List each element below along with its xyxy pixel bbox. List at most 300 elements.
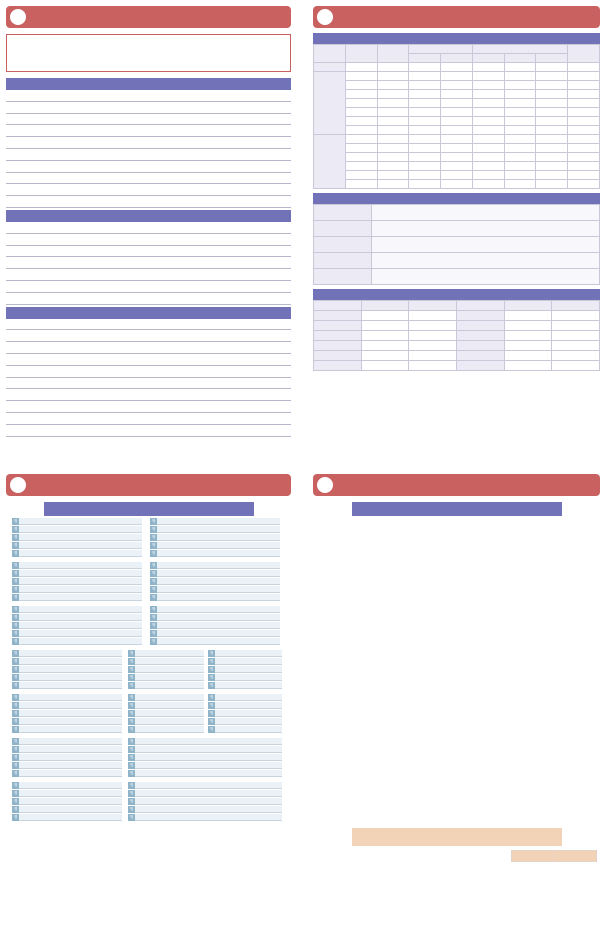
- small-group-cell: [472, 90, 504, 99]
- small-group-row: [314, 72, 600, 81]
- small-group-cell: [568, 162, 600, 171]
- small-groups-header: [313, 33, 600, 44]
- poem-tag-icon: 행: [151, 562, 156, 567]
- small-group-cell: [441, 144, 473, 153]
- poem-tag-icon: 행: [13, 570, 18, 575]
- servant-cell: [456, 321, 504, 331]
- small-group-cell: [409, 162, 441, 171]
- poem-line: [12, 658, 122, 665]
- poem-tag-icon: 행: [129, 770, 134, 775]
- poem-line: [12, 526, 142, 533]
- announcements-panel: [313, 6, 600, 466]
- poem-tag-icon: 행: [13, 738, 18, 743]
- offering-row: [314, 253, 600, 269]
- poem-line: [150, 542, 280, 549]
- small-group-cell: [377, 108, 409, 117]
- small-group-cell: [441, 81, 473, 90]
- poem-tag-icon: 행: [129, 726, 134, 731]
- order-row: [6, 269, 291, 281]
- poem-line: [128, 782, 282, 789]
- small-group-cell: [504, 126, 536, 135]
- poem-line: [12, 666, 122, 673]
- small-group-cell: [377, 180, 409, 189]
- offering-row: [314, 237, 600, 253]
- order-row: [6, 330, 291, 342]
- offerings-header: [313, 193, 600, 204]
- sunday-service-panel: [6, 6, 291, 466]
- small-group-cell: [504, 72, 536, 81]
- poem-tag-icon: 행: [129, 738, 134, 743]
- small-group-cell: [568, 99, 600, 108]
- poem-tag-icon: 행: [209, 658, 214, 663]
- small-group-cell: [409, 90, 441, 99]
- small-group-cell: [472, 135, 504, 144]
- small-group-cell: [536, 63, 568, 72]
- servant-cell: [456, 361, 504, 371]
- servant-cell: [552, 361, 600, 371]
- order-row: [6, 366, 291, 378]
- poem-tag-icon: 행: [13, 754, 18, 759]
- poem-line: [128, 694, 204, 701]
- servant-cell: [314, 351, 362, 361]
- servant-cell: [504, 311, 552, 321]
- small-group-cell: [504, 144, 536, 153]
- small-group-section: [314, 72, 346, 135]
- poem-line: [208, 694, 282, 701]
- small-group-cell: [472, 117, 504, 126]
- servant-row: [314, 331, 600, 341]
- worship-header: [6, 210, 291, 222]
- poem-line: [128, 738, 282, 745]
- poem-tag-icon: 행: [13, 770, 18, 775]
- servant-cell: [361, 321, 409, 331]
- small-group-cell: [536, 162, 568, 171]
- poem-tag-icon: 행: [129, 710, 134, 715]
- servant-col: [409, 301, 457, 311]
- poem-line: [150, 638, 280, 645]
- small-groups-col: [536, 54, 568, 63]
- evangelism-col-date: [512, 851, 555, 862]
- poem-tag-icon: 행: [151, 578, 156, 583]
- small-group-cell: [441, 99, 473, 108]
- poem-tag-icon: 행: [151, 586, 156, 591]
- poem-tag-icon: 행: [209, 666, 214, 671]
- message-box: [6, 34, 291, 72]
- poem-line: [128, 650, 204, 657]
- small-group-cell: [472, 144, 504, 153]
- offering-row: [314, 269, 600, 285]
- servant-col: [361, 301, 409, 311]
- servant-cell: [409, 311, 457, 321]
- order-row: [6, 149, 291, 161]
- poem-line: [128, 762, 282, 769]
- poem-tag-icon: 행: [13, 746, 18, 751]
- announcements-banner: [313, 6, 600, 28]
- small-group-cell: [377, 90, 409, 99]
- offerings-table: [313, 204, 600, 285]
- poem-tag-icon: 행: [151, 630, 156, 635]
- poem-line: [150, 622, 280, 629]
- poem-line: [128, 790, 282, 797]
- small-group-cell: [441, 171, 473, 180]
- order-row: [6, 354, 291, 366]
- small-group-cell: [504, 81, 536, 90]
- poem-tag-icon: 행: [209, 682, 214, 687]
- eden-right-subtitle: [352, 502, 562, 516]
- poem-tag-icon: 행: [151, 550, 156, 555]
- small-group-cell: [377, 99, 409, 108]
- small-group-row: [314, 162, 600, 171]
- servant-cell: [409, 321, 457, 331]
- poem-tag-icon: 행: [129, 814, 134, 819]
- poem-line: [12, 614, 142, 621]
- servant-cell: [456, 341, 504, 351]
- small-group-cell: [472, 81, 504, 90]
- order-row: [6, 342, 291, 354]
- poem-tag-icon: 행: [13, 594, 18, 599]
- poem-tag-icon: 행: [13, 578, 18, 583]
- servant-cell: [552, 351, 600, 361]
- poem-tag-icon: 행: [13, 586, 18, 591]
- small-group-cell: [472, 126, 504, 135]
- small-group-cell: [409, 144, 441, 153]
- servant-cell: [409, 351, 457, 361]
- small-group-cell: [377, 162, 409, 171]
- small-group-cell: [377, 171, 409, 180]
- evangelism-title: [352, 828, 562, 846]
- poem-line: [208, 674, 282, 681]
- service-banner: [6, 6, 291, 28]
- poem-tag-icon: 행: [13, 718, 18, 723]
- order-row: [6, 222, 291, 234]
- small-group-cell: [504, 99, 536, 108]
- servant-cell: [361, 311, 409, 321]
- poem-line: [12, 814, 122, 821]
- poem-tag-icon: 행: [151, 570, 156, 575]
- poem-tag-icon: 행: [129, 702, 134, 707]
- worship-header: [6, 307, 291, 319]
- poem-tag-icon: 행: [209, 650, 214, 655]
- poem-tag-icon: 행: [13, 710, 18, 715]
- small-group-cell: [409, 171, 441, 180]
- eden-right-panel: [313, 474, 600, 927]
- order-row: [6, 161, 291, 173]
- poem-line: [150, 526, 280, 533]
- poem-line: [12, 622, 142, 629]
- small-group-row: [314, 171, 600, 180]
- servant-col: [314, 301, 362, 311]
- offering-label: [314, 237, 372, 253]
- small-group-cell: [504, 162, 536, 171]
- small-group-cell: [441, 63, 473, 72]
- poem-line: [128, 666, 204, 673]
- poem-line: [12, 586, 142, 593]
- poem-line: [12, 630, 142, 637]
- small-group-row: [314, 63, 600, 72]
- offering-value: [372, 253, 600, 269]
- poem-tag-icon: 행: [13, 550, 18, 555]
- small-group-cell: [536, 117, 568, 126]
- small-group-cell: [568, 72, 600, 81]
- poem-tag-icon: 행: [13, 622, 18, 627]
- servant-cell: [409, 331, 457, 341]
- poem-line: [128, 814, 282, 821]
- poem-tag-icon: 행: [13, 542, 18, 547]
- worship-list: [6, 76, 291, 440]
- small-group-cell: [345, 153, 377, 162]
- small-group-row: [314, 153, 600, 162]
- poem-tag-icon: 행: [13, 630, 18, 635]
- poem-line: [12, 710, 122, 717]
- poem-line: [208, 718, 282, 725]
- poem-line: [150, 534, 280, 541]
- eden-logo: [10, 477, 26, 493]
- poem-line: [12, 726, 122, 733]
- evangelism-col-members: [554, 851, 597, 862]
- small-group-cell: [536, 153, 568, 162]
- poem-tag-icon: 행: [13, 726, 18, 731]
- small-group-cell: [504, 63, 536, 72]
- small-groups-col: [568, 45, 600, 63]
- small-group-cell: [472, 180, 504, 189]
- servant-cell: [314, 341, 362, 351]
- poem-line: [128, 770, 282, 777]
- order-row: [6, 137, 291, 149]
- order-row: [6, 125, 291, 137]
- offering-label: [314, 253, 372, 269]
- small-group-cell: [345, 63, 377, 72]
- servant-row: [314, 361, 600, 371]
- small-group-cell: [568, 90, 600, 99]
- small-group-cell: [536, 180, 568, 189]
- poem-tag-icon: 행: [151, 534, 156, 539]
- poem-line: [128, 754, 282, 761]
- servants-table: [313, 300, 600, 371]
- poem-tag-icon: 행: [151, 594, 156, 599]
- servant-row: [314, 311, 600, 321]
- poem-line: [12, 702, 122, 709]
- small-group-cell: [568, 144, 600, 153]
- poem-tag-icon: 행: [13, 650, 18, 655]
- poem-tag-icon: 행: [151, 542, 156, 547]
- offering-label: [314, 205, 372, 221]
- poem-tag-icon: 행: [151, 638, 156, 643]
- order-row: [6, 173, 291, 185]
- order-row: [6, 246, 291, 258]
- eden-left-panel: [6, 474, 291, 927]
- servant-cell: [314, 321, 362, 331]
- small-group-cell: [472, 108, 504, 117]
- offering-label: [314, 221, 372, 237]
- small-group-cell: [472, 99, 504, 108]
- small-group-cell: [568, 171, 600, 180]
- servant-cell: [361, 331, 409, 341]
- small-group-cell: [345, 72, 377, 81]
- small-group-section: [314, 135, 346, 189]
- servant-cell: [552, 321, 600, 331]
- order-row: [6, 257, 291, 269]
- small-group-cell: [536, 171, 568, 180]
- poem-line: [12, 762, 122, 769]
- small-group-cell: [377, 72, 409, 81]
- poem-line: [128, 710, 204, 717]
- poem-line: [128, 746, 282, 753]
- small-group-cell: [472, 72, 504, 81]
- poem-line: [150, 586, 280, 593]
- poem-tag-icon: 행: [13, 606, 18, 611]
- small-group-cell: [377, 126, 409, 135]
- poem-line: [150, 570, 280, 577]
- small-group-cell: [441, 126, 473, 135]
- small-group-cell: [409, 108, 441, 117]
- servant-cell: [314, 311, 362, 321]
- small-group-cell: [568, 81, 600, 90]
- small-group-cell: [504, 153, 536, 162]
- servants-header: [313, 289, 600, 300]
- small-group-cell: [472, 153, 504, 162]
- small-groups-col: [377, 45, 409, 63]
- servant-cell: [409, 361, 457, 371]
- poem-line: [12, 718, 122, 725]
- poem-line: [12, 790, 122, 797]
- order-row: [6, 114, 291, 126]
- poem-line: [150, 562, 280, 569]
- small-group-cell: [568, 117, 600, 126]
- poem-line: [12, 578, 142, 585]
- poem-tag-icon: 행: [209, 718, 214, 723]
- small-group-cell: [345, 90, 377, 99]
- poem-tag-icon: 행: [13, 806, 18, 811]
- poem-line: [12, 594, 142, 601]
- poem-tag-icon: 행: [13, 682, 18, 687]
- poem-tag-icon: 행: [13, 790, 18, 795]
- eden-left-banner: [6, 474, 291, 496]
- small-group-row: [314, 90, 600, 99]
- small-group-cell: [441, 72, 473, 81]
- poem-tag-icon: 행: [13, 814, 18, 819]
- poem-tag-icon: 행: [129, 694, 134, 699]
- small-groups-col: [409, 54, 441, 63]
- small-group-cell: [377, 135, 409, 144]
- poem-line: [12, 638, 142, 645]
- poem-tag-icon: 행: [151, 614, 156, 619]
- servant-cell: [504, 321, 552, 331]
- poem-tag-icon: 행: [129, 798, 134, 803]
- poem-line: [12, 746, 122, 753]
- poem-tag-icon: 행: [13, 526, 18, 531]
- poem-tag-icon: 행: [13, 782, 18, 787]
- offering-row: [314, 205, 600, 221]
- poem-line: [128, 806, 282, 813]
- small-group-cell: [441, 162, 473, 171]
- servant-cell: [552, 311, 600, 321]
- small-group-cell: [345, 171, 377, 180]
- eden-left-subtitle: [44, 502, 254, 516]
- small-group-cell: [377, 144, 409, 153]
- small-group-cell: [536, 90, 568, 99]
- small-group-cell: [377, 153, 409, 162]
- servant-cell: [361, 361, 409, 371]
- small-group-row: [314, 135, 600, 144]
- small-group-cell: [568, 108, 600, 117]
- small-group-cell: [504, 180, 536, 189]
- small-group-cell: [345, 144, 377, 153]
- evangelism-table: [511, 850, 597, 862]
- small-group-cell: [536, 108, 568, 117]
- poem-tag-icon: 행: [13, 694, 18, 699]
- poem-tag-icon: 행: [13, 518, 18, 523]
- poem-line: [150, 630, 280, 637]
- servant-col: [456, 301, 504, 311]
- small-group-cell: [409, 117, 441, 126]
- small-group-cell: [536, 126, 568, 135]
- order-row: [6, 389, 291, 401]
- small-group-cell: [345, 99, 377, 108]
- eden-logo: [10, 9, 26, 25]
- offering-value: [372, 237, 600, 253]
- poem-line: [208, 650, 282, 657]
- small-group-cell: [409, 81, 441, 90]
- poem-line: [12, 650, 122, 657]
- order-row: [6, 196, 291, 208]
- small-groups-col: [441, 54, 473, 63]
- order-row: [6, 102, 291, 114]
- small-group-cell: [441, 135, 473, 144]
- small-groups-col: [314, 45, 346, 63]
- order-row: [6, 319, 291, 331]
- small-group-cell: [345, 126, 377, 135]
- order-row: [6, 281, 291, 293]
- small-group-cell: [345, 81, 377, 90]
- small-group-cell: [409, 99, 441, 108]
- poem-tag-icon: 행: [209, 710, 214, 715]
- worship-header: [6, 78, 291, 90]
- poem-tag-icon: 행: [129, 682, 134, 687]
- poem-tag-icon: 행: [13, 702, 18, 707]
- small-group-cell: [377, 117, 409, 126]
- small-group-cell: [409, 63, 441, 72]
- poem-line: [12, 534, 142, 541]
- small-group-cell: [409, 126, 441, 135]
- poem-line: [150, 518, 280, 525]
- servant-row: [314, 351, 600, 361]
- offering-value: [372, 269, 600, 285]
- order-row: [6, 293, 291, 305]
- small-group-cell: [409, 180, 441, 189]
- small-group-cell: [472, 171, 504, 180]
- servant-row: [314, 341, 600, 351]
- poem-line: [12, 550, 142, 557]
- poem-line: [12, 562, 142, 569]
- poem-line: [12, 570, 142, 577]
- small-group-cell: [568, 153, 600, 162]
- small-group-cell: [568, 63, 600, 72]
- poem-tag-icon: 행: [129, 718, 134, 723]
- poem-tag-icon: 행: [129, 806, 134, 811]
- poem-tag-icon: 행: [13, 638, 18, 643]
- small-group-cell: [441, 117, 473, 126]
- small-group-cell: [441, 108, 473, 117]
- small-group-cell: [345, 180, 377, 189]
- poem-line: [150, 614, 280, 621]
- small-group-cell: [536, 144, 568, 153]
- small-groups-col: [409, 45, 473, 54]
- small-group-cell: [345, 135, 377, 144]
- servant-cell: [504, 361, 552, 371]
- poem-line: [128, 718, 204, 725]
- small-group-cell: [568, 135, 600, 144]
- poem-line: [12, 606, 142, 613]
